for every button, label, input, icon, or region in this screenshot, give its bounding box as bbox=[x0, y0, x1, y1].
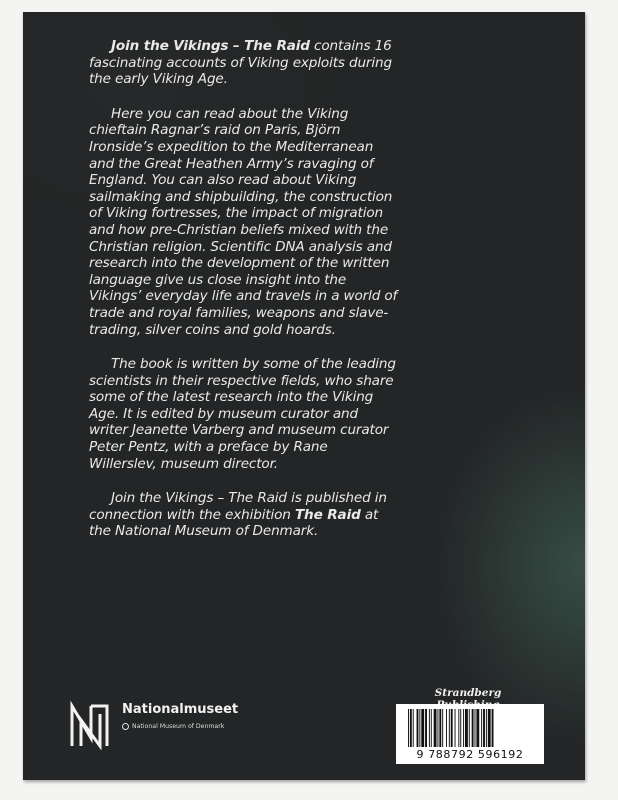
exhibition-title: The Raid bbox=[294, 506, 361, 523]
publisher-name: Strandberg bbox=[434, 687, 502, 699]
isbn-number: 9 788792 596192 bbox=[416, 748, 524, 761]
blurb-paragraph-1: Join the Vikings – The Raid contains 16 fascinating accounts of Viking exploits during the early Viking Age. bbox=[89, 38, 392, 88]
blurb-paragraph-2: Here you can read about the Viking chieftain Ragnar’s raid on Paris, Björn Ironside’s expedition to the Mediterranean and the Great Heathen Army’s ravaging of England. You can also read about Viking sailmaking and shipbuilding, the construction of Viking fortresses, the impact of migration and how pre-Christian beliefs mixed with the Christian religion. Scientific DNA analysis and research into the development of the written language give us close insight into the Vikings’ everyday life and travels in a world of trade and royal families, weapons and slave-trading, silver coins and gold hoards. bbox=[89, 105, 398, 338]
book-title: Join the Vikings – The Raid bbox=[111, 38, 310, 54]
barcode-icon bbox=[406, 709, 534, 747]
nationalmuseet-n-icon bbox=[69, 700, 113, 750]
blurb-text bbox=[89, 38, 399, 558]
crown-icon bbox=[122, 723, 129, 730]
museum-name: Nationalmuseet bbox=[122, 702, 239, 717]
book-back-cover bbox=[23, 12, 585, 780]
blurb-paragraph-3: The book is written by some of the leading scientists in their respective fields, who share some of the latest research into the Viking Age. It is edited by museum curator and writer Jeanette Varberg and museum curator Peter Pentz, with a preface by Rane Willerslev, museum director. bbox=[89, 356, 396, 472]
blurb-paragraph-4: Join the Vikings – The Raid is published in connection with the exhibition The Raid at the National Museum of Denmark. bbox=[89, 490, 387, 540]
barcode bbox=[396, 704, 544, 764]
museum-logo bbox=[69, 698, 269, 758]
museum-subtitle: National Museum of Denmark bbox=[122, 723, 224, 730]
